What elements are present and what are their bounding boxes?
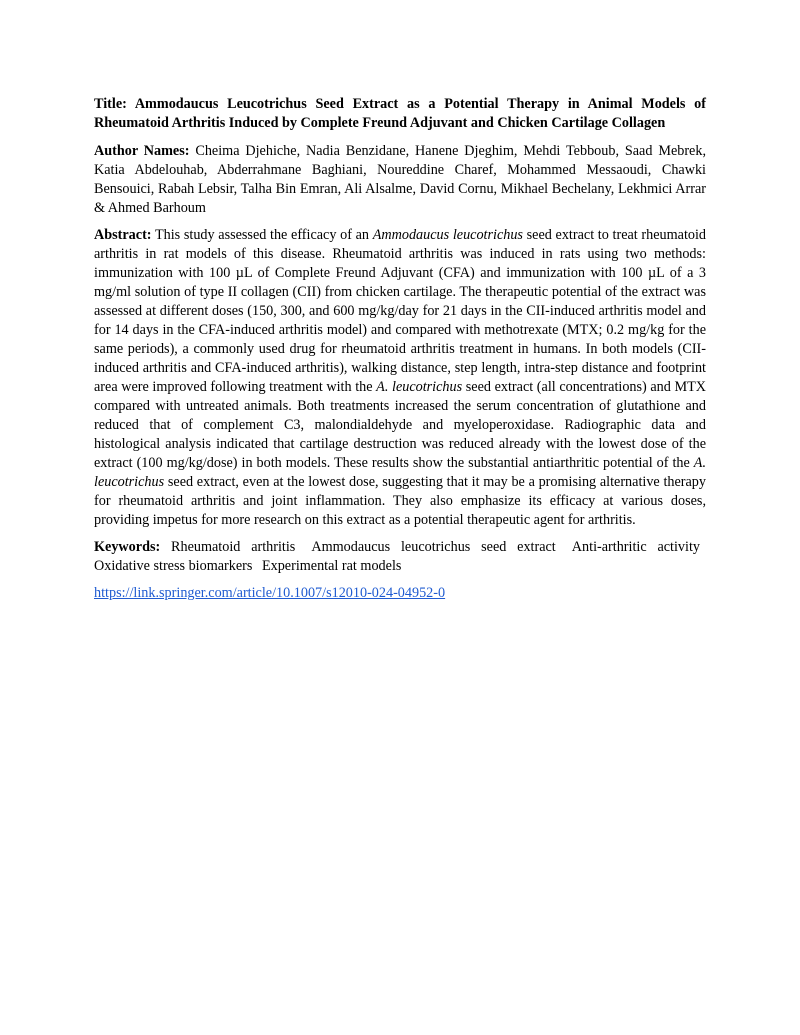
abstract-text-1: This study assessed the efficacy of an xyxy=(154,227,370,243)
title-label: Title: xyxy=(94,96,127,112)
abstract-text-4: seed extract, even at the lowest dose, suggesting that it may be a promising alternative therapy for rheumatoid arthritis and joint inflammation. They also emphasize its efficacy at various doses, providing impetus for more research on this extract as a potential therapeutic agent for arthritis. xyxy=(94,474,706,528)
link-paragraph xyxy=(94,584,706,603)
abstract-species-italic-2: A. leucotrichus xyxy=(376,379,463,395)
title-paragraph xyxy=(94,95,706,133)
abstract-species-italic-1: Ammodaucus leucotrichus xyxy=(372,227,523,243)
abstract-text-3: seed extract (all concentrations) and MTX compared with untreated animals. Both treatments increased the serum concentration of glutathione and reduced that of complement C3, malondialdehyde and myeloperoxidase. Radiographic data and histological analysis indicated that cartilage destruction was reduced already with the lowest dose of the extract (100 mg/kg/dose) in both models. These results show the substantial antiarthritic potential of the xyxy=(94,379,707,471)
authors-paragraph xyxy=(94,142,706,218)
keyword-item: Ammodaucus leucotrichus seed extract xyxy=(311,539,556,555)
authors-text: Cheima Djehiche, Nadia Benzidane, Hanene Djeghim, Mehdi Tebboub, Saad Mebrek, Katia Abdelouhab, Abderrahmane Baghiani, Noureddine Charef, Mohammed Messaoudi, Chawki Bensouici, Rabah Lebsir, Talha Bin Emran, Ali Alsalme, David Cornu, Mikhael Bechelany, Lekhmici Arrar & Ahmed Barhoum xyxy=(94,143,706,216)
article-link[interactable]: https://link.springer.com/article/10.1007/s12010-024-04952-0 xyxy=(94,585,446,601)
keyword-item: Rheumatoid arthritis xyxy=(171,539,296,555)
keywords-label: Keywords: xyxy=(94,539,161,555)
keyword-item: Anti-arthritic activity xyxy=(571,539,700,555)
abstract-label: Abstract: xyxy=(94,227,152,243)
title-text: Ammodaucus Leucotrichus Seed Extract as a Potential Therapy in Animal Models of Rheumatoid Arthritis Induced by Complete Freund Adjuvant and Chicken Cartilage Collagen xyxy=(94,96,706,131)
abstract-species-italic-3: A. leucotrichus xyxy=(94,455,707,490)
keywords-paragraph xyxy=(94,538,706,576)
abstract-text-2: seed extract to treat rheumatoid arthritis in rat models of this disease. Rheumatoid arthritis was induced in rats using two methods: immunization with 100 µL of Complete Freund Adjuvant (CFA) and immunization with 100 µL of a 3 mg/ml solution of type II collagen (CII) from chicken cartilage. The therapeutic potential of the extract was assessed at different doses (150, 300, and 600 mg/kg/day for 21 days in the CII-induced arthritis model and for 14 days in the CFA-induced arthritis model) and compared with methotrexate (MTX; 0.2 mg/kg for the same periods), a commonly used drug for rheumatoid arthritis treatment in humans. In both models (CII-induced arthritis and CFA-induced arthritis), walking distance, step length, intra-step distance and footprint area were improved following treatment with the xyxy=(94,227,707,395)
keyword-item: Oxidative stress biomarkers xyxy=(94,558,253,574)
abstract-paragraph xyxy=(94,226,706,530)
keyword-item: Experimental rat models xyxy=(261,558,402,574)
authors-label: Author Names: xyxy=(94,143,190,159)
document-content xyxy=(94,95,706,611)
